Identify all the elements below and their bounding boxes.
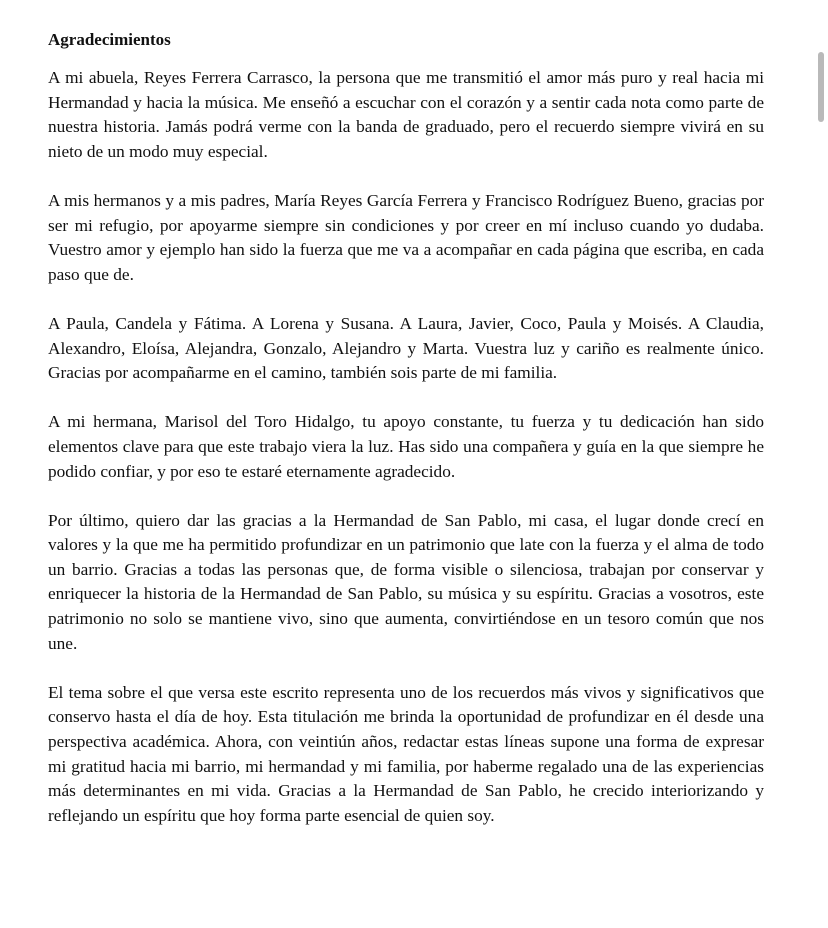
paragraph-friends: A Paula, Candela y Fátima. A Lorena y Susana. A Laura, Javier, Coco, Paula y Moisés. A Claudia, Alexandro, Eloísa, Alejandra, Gonzalo, Alejandro y Marta. Vuestra luz y cariño es realmente único. Gracias por acompañarme en el camino, también sois parte de mi familia. [48,313,764,383]
paragraph-parents: A mis hermanos y a mis padres, María Reyes García Ferrera y Francisco Rodríguez Bueno, gracias por ser mi refugio, por apoyarme siempre sin condiciones y por creer en mí incluso cuando yo dudaba. Vuestro amor y ejemplo han sido la fuerza que me va a acompañar en cada página que escriba, en cada paso que de. [48,190,764,284]
paragraph-closing: El tema sobre el que versa este escrito representa uno de los recuerdos más vivos y significativos que conservo hasta el día de hoy. Esta titulación me brinda la oportunidad de profundizar en él desde una perspectiva académica. Ahora, con veintiún años, redactar estas líneas supone una forma de expresar mi gratitud hacia mi barrio, mi hermandad y mi familia, por haberme regalado una de las experiencias más determinantes en mi vida. Gracias a la Hermandad de San Pablo, he crecido interiorizando y reflejando un espíritu que hoy forma parte esencial de quien soy. [48,682,764,825]
paragraph-sister: A mi hermana, Marisol del Toro Hidalgo, tu apoyo constante, tu fuerza y tu dedicación han sido elementos clave para que este trabajo viera la luz. Has sido una compañera y guía en la que siempre he podido confiar, y por eso te estaré eternamente agradecido. [48,412,764,481]
document-page [48,28,764,853]
vertical-scrollbar[interactable] [818,52,824,122]
page-title: Agradecimientos [48,30,171,49]
paragraph-brotherhood: Por último, quiero dar las gracias a la Hermandad de San Pablo, mi casa, el lugar donde crecí en valores y la que me ha permitido profundizar en un patrimonio que late con la fuerza y el alma de todo un barrio. Gracias a todas las personas que, de forma visible o silenciosa, trabajan por conservar y enriquecer la historia de la Hermandad de San Pablo, su música y su espíritu. Gracias a vosotros, este patrimonio no solo se mantiene vivo, sino que aumenta, convirtiéndose en un tesoro común que nos une. [48,510,764,653]
paragraph-grandmother: A mi abuela, Reyes Ferrera Carrasco, la persona que me transmitió el amor más puro y real hacia mi Hermandad y hacia la música. Me enseñó a escuchar con el corazón y a sentir cada nota como parte de nuestra historia. Jamás podrá verme con la banda de graduado, pero el recuerdo siempre vivirá en su nieto de un modo muy especial. [48,68,764,161]
